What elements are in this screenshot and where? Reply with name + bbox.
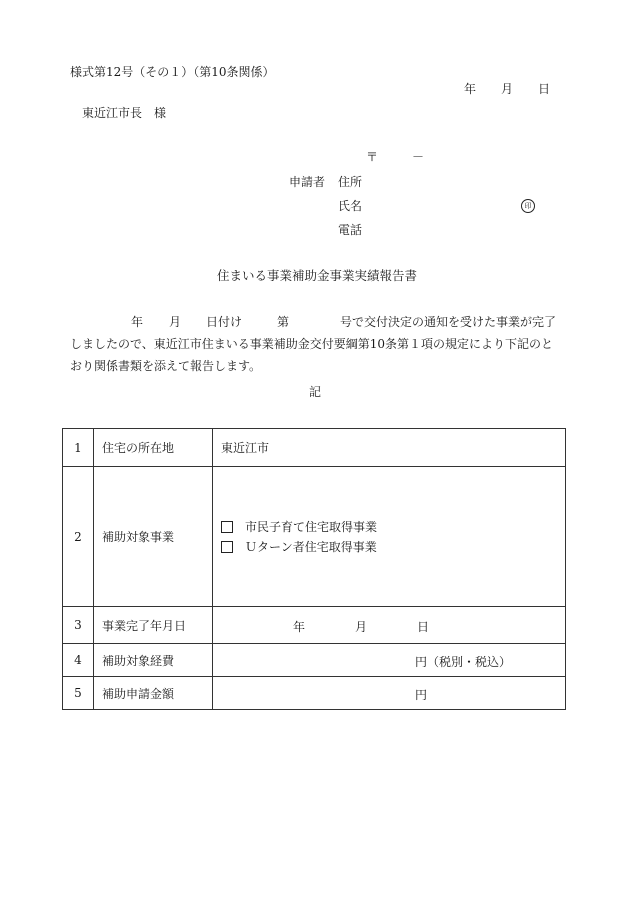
table-row	[63, 467, 566, 607]
row-number: 5	[63, 677, 94, 710]
eligible-cost-unit: 円（税別・税込）	[415, 655, 512, 669]
address-label: 住所	[338, 175, 363, 189]
report-table	[62, 428, 566, 710]
postal-mark: 〒	[366, 150, 379, 164]
body-dai: 第	[277, 315, 290, 329]
date-day-label: 日	[538, 82, 551, 96]
option-label: 市民子育て住宅取得事業	[245, 520, 378, 534]
eligible-cost-value	[213, 644, 566, 677]
requested-amount-unit: 円	[415, 688, 428, 702]
checkbox-icon[interactable]	[221, 541, 233, 553]
date-year-label: 年	[464, 82, 477, 96]
subsidy-project-options	[213, 467, 566, 607]
seal-glyph: 印	[521, 199, 535, 213]
body-year: 年	[131, 315, 144, 329]
date-month-label: 月	[501, 82, 514, 96]
table-row	[63, 607, 566, 644]
row-label: 補助対象事業	[94, 467, 213, 607]
row-label: 住宅の所在地	[94, 429, 213, 467]
table-row	[63, 677, 566, 710]
completion-date-value	[213, 607, 566, 644]
document-title: 住まいる事業補助金事業実績報告書	[217, 268, 418, 283]
phone-label: 電話	[338, 223, 363, 237]
ki-label: 記	[309, 385, 322, 399]
body-line-1	[70, 311, 565, 333]
completion-month: 月	[355, 620, 368, 634]
addressee: 東近江市長 様	[82, 106, 167, 120]
row-label: 補助対象経費	[94, 644, 213, 677]
body-paragraph	[70, 311, 565, 377]
completion-year: 年	[293, 620, 306, 634]
row-number: 1	[63, 429, 94, 467]
row-label: 補助申請金額	[94, 677, 213, 710]
requested-amount-value	[213, 677, 566, 710]
applicant-role-label: 申請者	[289, 175, 326, 189]
form-number: 様式第12号（その１）（第10条関係）	[70, 65, 275, 79]
body-month: 月	[169, 315, 182, 329]
table-row	[63, 429, 566, 467]
name-label: 氏名	[338, 199, 363, 213]
checkbox-icon[interactable]	[221, 521, 233, 533]
body-dated: 日付け	[206, 315, 243, 329]
row-label: 事業完了年月日	[94, 607, 213, 644]
row-number: 2	[63, 467, 94, 607]
body-line1-rest: 号で交付決定の通知を受けた事業が完了	[340, 315, 557, 329]
option-label: Ｕターン者住宅取得事業	[245, 540, 377, 554]
table-row	[63, 644, 566, 677]
completion-day: 日	[417, 620, 430, 634]
option-u-turn[interactable]	[221, 537, 565, 557]
body-line-3: おり関係書類を添えて報告します。	[70, 359, 262, 373]
housing-location-value: 東近江市	[213, 429, 566, 467]
option-child-rearing[interactable]	[221, 517, 565, 537]
seal-mark	[521, 197, 535, 213]
body-line-2: しましたので、東近江市住まいる事業補助金交付要綱第10条第１項の規定により下記のと	[70, 337, 554, 351]
row-number: 4	[63, 644, 94, 677]
row-number: 3	[63, 607, 94, 644]
postal-dash: －	[412, 150, 425, 164]
